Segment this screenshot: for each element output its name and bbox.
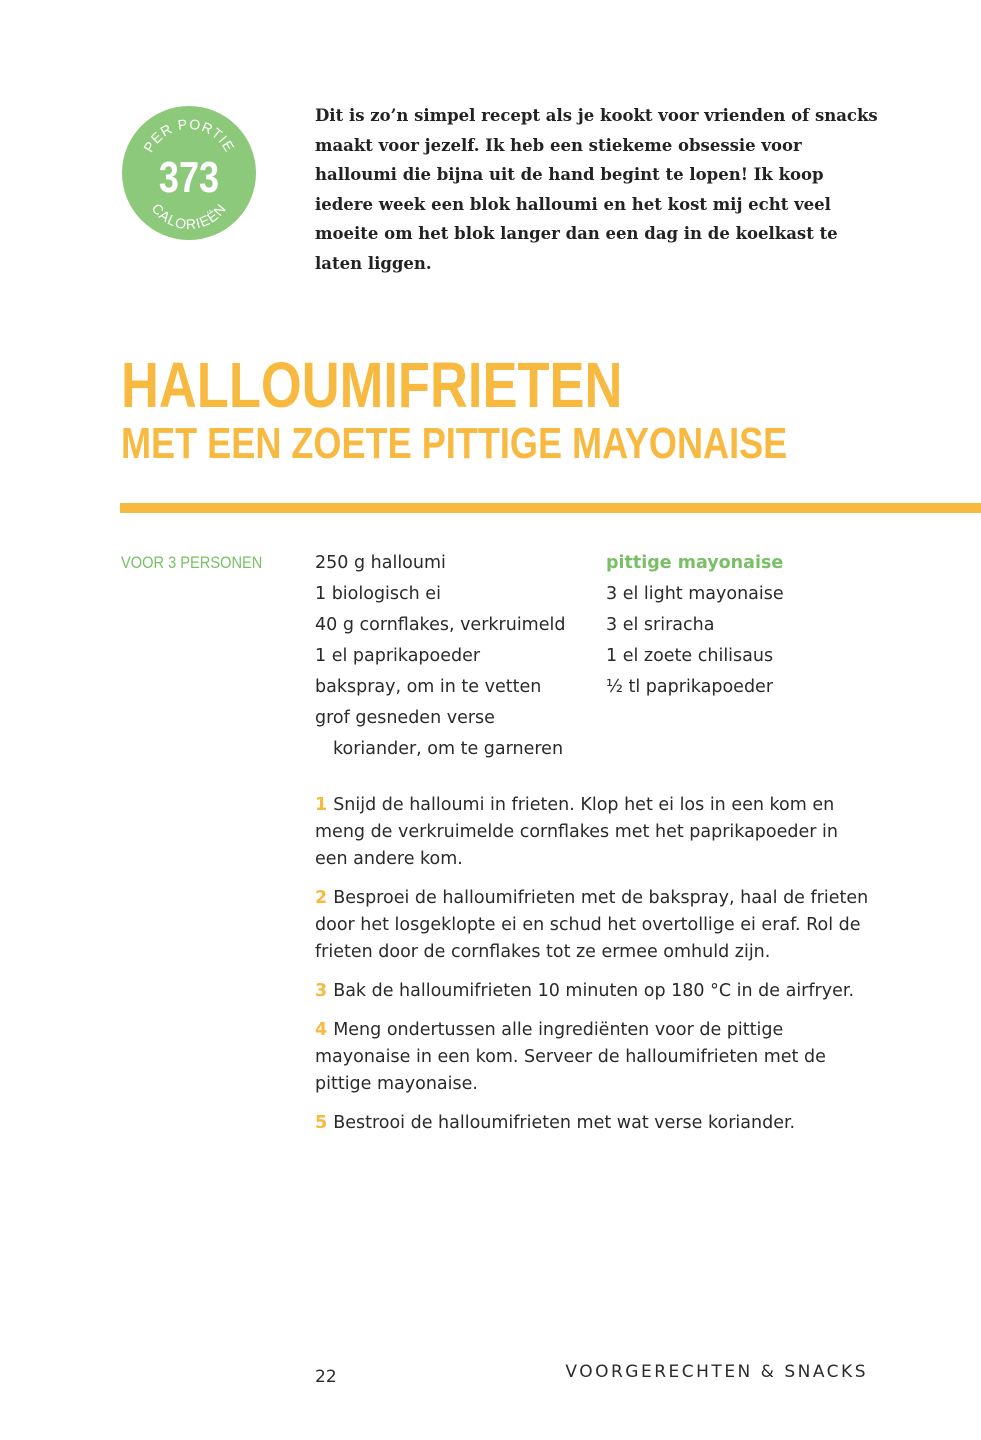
- ingredient-item: 1 biologisch ei: [315, 584, 441, 604]
- intro-paragraph: Dit is zo’n simpel recept als je kookt voor vrienden of snacks maakt voor jezelf. Ik heb een stiekeme obsessie voor halloumi die bijna uit de hand begint te lopen! Ik koop iedere week een blok halloumi en het kost mij echt veel moeite om het blok langer dan een dag in de koelkast te laten liggen.: [315, 106, 878, 273]
- step-number: 3: [315, 981, 328, 1001]
- sauce-item: 3 el light mayonaise: [606, 584, 784, 604]
- step-item: [315, 978, 875, 1005]
- step-text: Besproei de halloumifrieten met de bakspray, haal de frieten door het losgeklopte ei en schud het overtollige ei eraf. Rol de frieten door de cornflakes tot ze ermee omhuld zijn.: [315, 888, 869, 962]
- recipe-title: HALLOUMIFRIETEN: [121, 349, 623, 421]
- calorie-badge-graphic: [122, 106, 256, 240]
- step-text: Bestrooi de halloumifrieten met wat verse koriander.: [333, 1113, 796, 1133]
- badge-number: 373: [158, 152, 220, 202]
- page-number: 22: [315, 1367, 337, 1387]
- sauce-item: 3 el sriracha: [606, 615, 715, 635]
- ingredient-list: [315, 548, 565, 765]
- step-number: 4: [315, 1020, 328, 1040]
- ingredient-item: koriander, om te garneren: [333, 739, 564, 759]
- step-item: [315, 885, 875, 966]
- step-text: Snijd de halloumi in frieten. Klop het ei los in een kom en meng de verkruimelde cornflakes met het paprikapoeder in een andere kom.: [315, 795, 838, 869]
- ingredient-item: 250 g halloumi: [315, 553, 446, 573]
- step-number: 2: [315, 888, 328, 908]
- ingredient-item: bakspray, om in te vetten: [315, 677, 542, 697]
- sauce-ingredient-list: [606, 548, 784, 703]
- section-title: VOORGERECHTEN & SNACKS: [565, 1362, 868, 1382]
- step-text: Meng ondertussen alle ingrediënten voor de pittige mayonaise in een kom. Serveer de halloumifrieten met de pittige mayonaise.: [315, 1020, 826, 1094]
- sauce-item: 1 el zoete chilisaus: [606, 646, 774, 666]
- step-number: 5: [315, 1113, 328, 1133]
- method-steps: [315, 792, 875, 1149]
- intro-text: [315, 101, 885, 278]
- ingredient-item: 1 el paprikapoeder: [315, 646, 481, 666]
- recipe-subtitle: MET EEN ZOETE PITTIGE MAYONAISE: [121, 419, 788, 468]
- sauce-heading: pittige mayonaise: [606, 553, 784, 573]
- sauce-item: ½ tl paprikapoeder: [606, 677, 774, 697]
- servings-label: VOOR 3 PERSONEN: [121, 553, 263, 572]
- ingredient-item: 40 g cornflakes, verkruimeld: [315, 615, 566, 635]
- step-number: 1: [315, 795, 328, 815]
- step-item: [315, 1017, 875, 1098]
- badge-bottom-text: CALORIEËN: [148, 200, 230, 233]
- step-item: [315, 792, 875, 873]
- title-divider: [120, 503, 981, 513]
- calorie-badge: [122, 106, 256, 240]
- step-text: Bak de halloumifrieten 10 minuten op 180 °C in de airfryer.: [333, 981, 855, 1001]
- badge-top-text: PER PORTIE: [140, 115, 238, 155]
- ingredient-item: grof gesneden verse: [315, 708, 495, 728]
- step-item: [315, 1110, 875, 1137]
